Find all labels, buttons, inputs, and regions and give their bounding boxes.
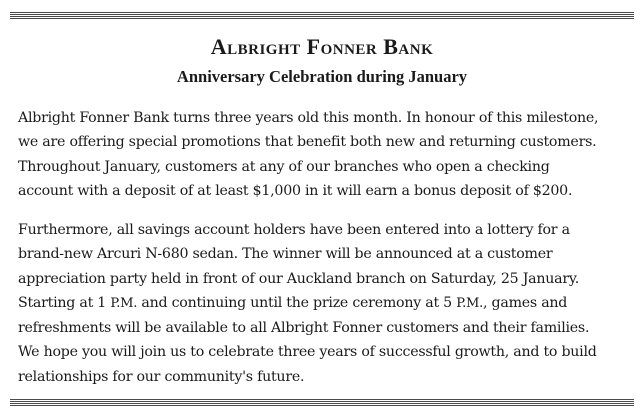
time-suffix: P.M. xyxy=(110,295,138,311)
paragraph-line: Throughout January, customers at any of our branches who open a checking xyxy=(18,158,550,175)
paragraph-promotions xyxy=(18,106,634,203)
paragraph-lottery xyxy=(18,218,634,389)
paragraph-line: Furthermore, all savings account holders have been entered into a lottery for a xyxy=(18,222,570,238)
paragraph-line: appreciation party held in front of our Auckland branch on Saturday, 25 January. xyxy=(18,270,580,287)
paragraph-line: relationships for our community's future. xyxy=(18,368,305,385)
paragraph-line: we are offering special promotions that benefit both new and returning customers. xyxy=(18,134,597,151)
top-border-rule xyxy=(10,12,634,19)
paragraph-line xyxy=(18,291,634,316)
paragraph-line: We hope you will join us to celebrate three years of successful growth, and to build xyxy=(18,344,597,361)
page-title: Albright Fonner Bank xyxy=(210,34,434,59)
bottom-border-rule xyxy=(10,399,634,406)
paragraph-line: account with a deposit of at least $1,000 in it will earn a bonus deposit of $200. xyxy=(18,182,573,199)
paragraph-line: refreshments will be available to all Albright Fonner customers and their families. xyxy=(18,320,590,337)
paragraph-line: Albright Fonner Bank turns three years old this month. In honour of this milestone, xyxy=(18,110,599,126)
line-text: and continuing until the prize ceremony at 5 xyxy=(137,294,457,311)
line-text: , games and xyxy=(483,294,568,311)
paragraph-line: brand-new Arcuri N-680 sedan. The winner will be announced at a customer xyxy=(18,246,553,263)
time-suffix: P.M. xyxy=(456,295,484,311)
line-text: Starting at 1 xyxy=(18,294,111,311)
page-subtitle: Anniversary Celebration during January xyxy=(176,67,468,86)
